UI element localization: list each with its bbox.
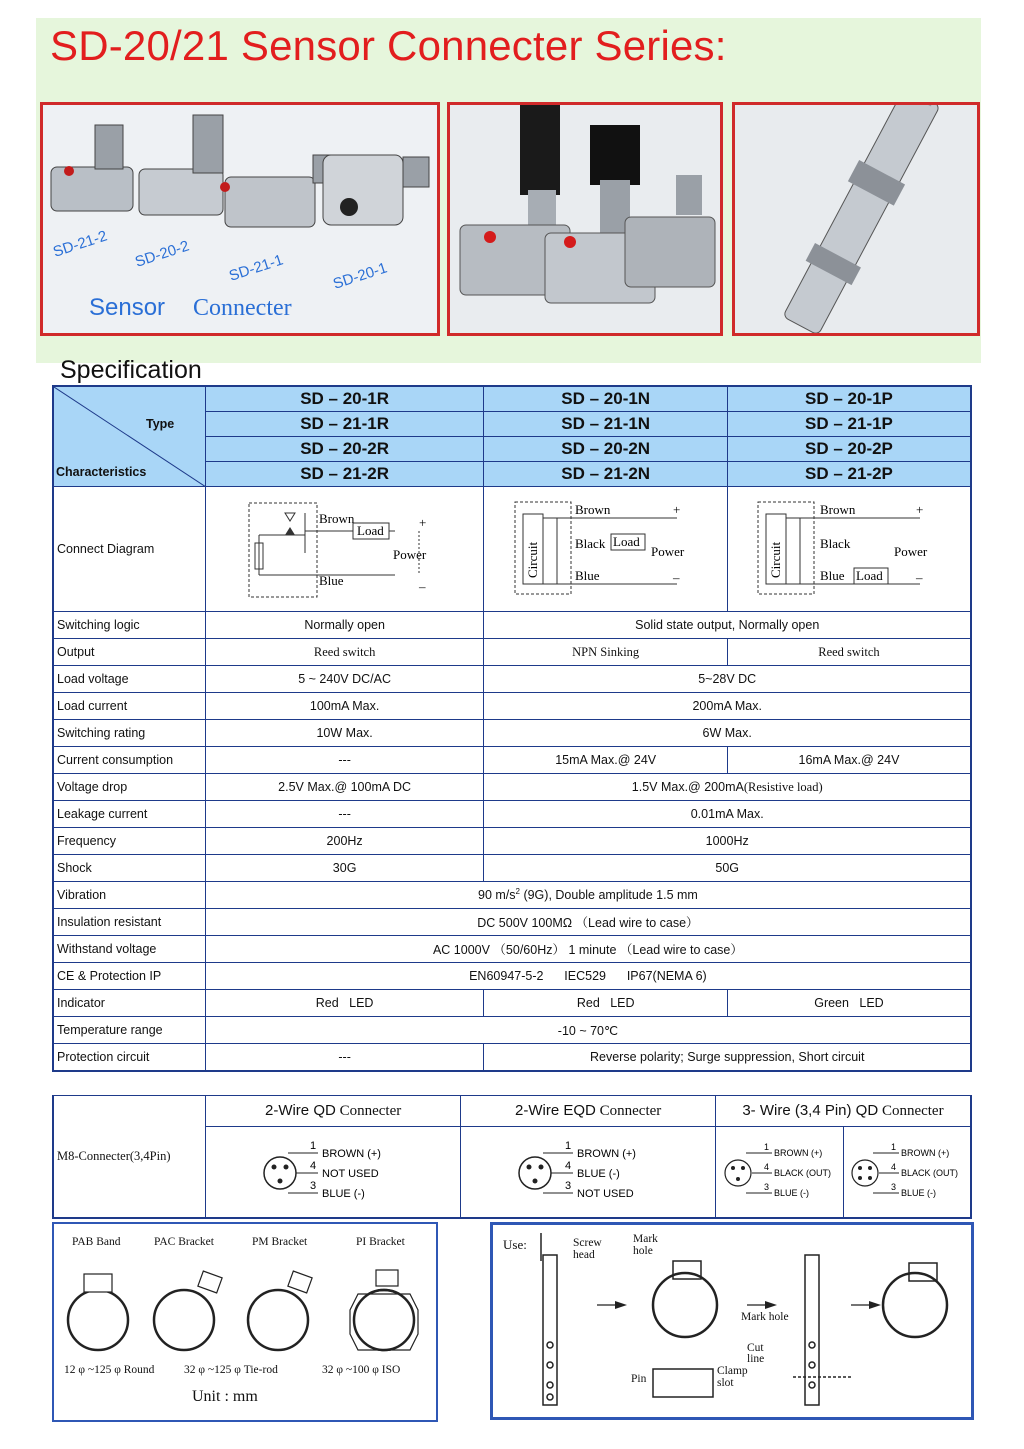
- photo-label-sd-21-2: SD-21-2: [50, 227, 110, 261]
- row-label: M8-Connecter(3,4Pin): [53, 1096, 205, 1219]
- row-label: Frequency: [53, 828, 205, 855]
- spec-value: EN60947-5-2 IEC529 IP67(NEMA 6): [205, 963, 971, 990]
- spec-row-withstand: [53, 936, 971, 963]
- pin-label: BLUE (-): [577, 1167, 620, 1180]
- connect-diagram-row: [53, 487, 971, 612]
- diagram-minus: –: [672, 569, 680, 585]
- m8-header-3wire: [715, 1096, 971, 1127]
- spec-value: -10 ~ 70℃: [205, 1017, 971, 1044]
- model-cell: SD – 20-1R: [205, 386, 484, 412]
- row-label: Indicator: [53, 990, 205, 1017]
- usage-mark-hole: Mark hole: [633, 1233, 658, 1257]
- spec-row-shock: [53, 855, 971, 882]
- m8-pinout-eqd: [461, 1127, 716, 1219]
- model-cell: SD – 20-2P: [727, 437, 971, 462]
- spec-value: 10W Max.: [205, 720, 484, 747]
- pin-label: BLUE (-): [773, 1187, 809, 1198]
- spec-value-group: [484, 774, 971, 801]
- spec-row-voltage-drop: [53, 774, 971, 801]
- specification-table: [52, 385, 972, 1072]
- spec-row-current-consumption: [53, 747, 971, 774]
- spec-row-ce: [53, 963, 971, 990]
- m8-header-qd: [205, 1096, 461, 1127]
- model-row: [53, 386, 971, 412]
- row-label: Load current: [53, 693, 205, 720]
- corner-characteristics-label: Characteristics: [56, 465, 147, 479]
- spec-row-protection: [53, 1044, 971, 1072]
- pin-number: 1: [310, 1139, 317, 1152]
- diagram-plus: +: [915, 501, 924, 517]
- diagram-brown: Brown: [318, 510, 355, 526]
- row-label: Insulation resistant: [53, 909, 205, 936]
- row-label: Switching rating: [53, 720, 205, 747]
- bracket-name: PAB Band: [72, 1236, 121, 1248]
- pnp-diagram: [756, 498, 942, 598]
- spec-value-note: (Resistive load): [743, 779, 823, 794]
- m8-pinout-4pin: [844, 1127, 971, 1219]
- pin-number: 4: [565, 1159, 572, 1172]
- spec-value: Reed switch: [727, 639, 971, 666]
- spec-value: 30G: [205, 855, 484, 882]
- spec-value: 5~28V DC: [484, 666, 971, 693]
- m8-header-row: [53, 1096, 971, 1127]
- diagram-plus: +: [672, 501, 681, 517]
- model-cell: SD – 21-1R: [205, 412, 484, 437]
- spec-value: 15mA Max.@ 24V: [484, 747, 728, 774]
- pin-label: BROWN (+): [901, 1147, 950, 1158]
- connector-photo-illustration: [450, 105, 720, 333]
- model-cell: SD – 20-1P: [727, 386, 971, 412]
- usage-cut-line: Cut line: [747, 1342, 765, 1365]
- cylinder-photo-illustration: [735, 105, 977, 333]
- spec-row-insulation: [53, 909, 971, 936]
- pin-number: 3: [310, 1179, 317, 1192]
- usage-drawings: [493, 1225, 971, 1417]
- diagram-plus: +: [418, 514, 426, 530]
- row-label: Leakage current: [53, 801, 205, 828]
- model-cell: SD – 20-2R: [205, 437, 484, 462]
- sensor-photo-illustration: [43, 105, 437, 333]
- model-cell: SD – 21-2N: [484, 462, 728, 487]
- pin-number: 4: [763, 1161, 769, 1172]
- type-characteristics-corner: [53, 386, 205, 487]
- row-label: Current consumption: [53, 747, 205, 774]
- diagram-black: Black: [574, 535, 605, 551]
- spec-row-load-current: [53, 693, 971, 720]
- specification-heading: Specification: [60, 356, 202, 384]
- row-label: Voltage drop: [53, 774, 205, 801]
- spec-row-indicator: [53, 990, 971, 1017]
- spec-row-frequency: [53, 828, 971, 855]
- diagram-power: Power: [392, 546, 426, 562]
- pin-number: 4: [310, 1159, 317, 1172]
- bracket-name: PAC Bracket: [154, 1236, 214, 1248]
- pin-label: NOT USED: [577, 1187, 634, 1200]
- spec-value: Solid state output, Normally open: [484, 612, 971, 639]
- spec-row-temperature: [53, 1017, 971, 1044]
- row-label: Switching logic: [53, 612, 205, 639]
- spec-value: 5 ~ 240V DC/AC: [205, 666, 484, 693]
- spec-value: Green LED: [727, 990, 971, 1017]
- photo-label-sd-20-1: SD-20-1: [330, 259, 390, 293]
- spec-value: 200mA Max.: [484, 693, 971, 720]
- mounting-brackets-panel: [52, 1222, 438, 1422]
- pin-number: 3: [565, 1179, 572, 1192]
- pin-number: 1: [891, 1141, 897, 1152]
- spec-row-leakage-current: [53, 801, 971, 828]
- pin-label: BLACK (OUT): [901, 1167, 959, 1178]
- photo-label-sd-21-1: SD-21-1: [226, 251, 286, 285]
- diagram-power: Power: [650, 543, 684, 559]
- spec-row-output: [53, 639, 971, 666]
- corner-type-label: Type: [146, 417, 175, 431]
- m8-header-part: Connecter: [878, 1103, 944, 1119]
- pnp-diagram-cell: [727, 487, 971, 612]
- spec-value: ---: [205, 747, 484, 774]
- usage-screw-head: Screw head: [573, 1237, 602, 1261]
- row-label: Load voltage: [53, 666, 205, 693]
- spec-value: ---: [205, 801, 484, 828]
- spec-value: 0.01mA Max.: [484, 801, 971, 828]
- diagram-minus: –: [915, 569, 923, 585]
- pin-number: 1: [763, 1141, 769, 1152]
- m8-header-part: 2-Wire EQD: [515, 1102, 596, 1119]
- row-label: Connect Diagram: [53, 487, 205, 612]
- m8-header-eqd: [461, 1096, 716, 1127]
- m8-header-part: 3- Wire (3,4 Pin) QD: [742, 1102, 879, 1119]
- spec-value: (9G), Double amplitude 1.5 mm: [519, 888, 698, 903]
- diagram-load: Load: [612, 533, 640, 549]
- spec-value: 16mA Max.@ 24V: [727, 747, 971, 774]
- spec-value: Red LED: [205, 990, 484, 1017]
- spec-row-vibration: [53, 882, 971, 909]
- diagram-brown: Brown: [819, 501, 856, 517]
- reed-switch-diagram-cell: [205, 487, 484, 612]
- spec-row-load-voltage: [53, 666, 971, 693]
- photo-label-sd-20-2: SD-20-2: [132, 237, 192, 271]
- connector-pinout-icon: [720, 1135, 840, 1207]
- bracket-range: 32 φ ~125 φ Tie-rod: [184, 1364, 278, 1376]
- connector-pinout-icon: [258, 1135, 408, 1207]
- spec-value: 50G: [484, 855, 971, 882]
- product-photo-mounted-connectors: [447, 102, 723, 336]
- bracket-name: PM Bracket: [252, 1236, 308, 1248]
- spec-value: 2.5V Max.@ 100mA DC: [205, 774, 484, 801]
- spec-value-group: [205, 882, 971, 909]
- m8-header-part: Connecter: [335, 1103, 402, 1119]
- spec-value: DC 500V 100MΩ （Lead wire to case）: [205, 909, 971, 936]
- row-label: Temperature range: [53, 1017, 205, 1044]
- connector-pinout-icon: [513, 1135, 663, 1207]
- diagram-blue: Blue: [819, 567, 845, 583]
- diagram-black: Black: [819, 535, 851, 551]
- reed-switch-diagram: [245, 493, 445, 603]
- npn-diagram-cell: [484, 487, 728, 612]
- diagram-minus: –: [418, 578, 426, 594]
- diagram-brown: Brown: [574, 501, 611, 517]
- row-label: Shock: [53, 855, 205, 882]
- spec-value-superscript: 2: [515, 887, 520, 897]
- model-cell: SD – 20-2N: [484, 437, 728, 462]
- m8-header-part: 2-Wire QD: [264, 1102, 336, 1119]
- usage-pin: Pin: [631, 1373, 647, 1385]
- diagram-blue: Blue: [318, 572, 344, 588]
- page-title: SD-20/21 Sensor Connecter Series:: [50, 22, 727, 69]
- pin-number: 3: [891, 1181, 897, 1192]
- diagram-load: Load: [356, 522, 384, 538]
- diagram-blue: Blue: [574, 567, 600, 583]
- connector-pinout-icon: [847, 1135, 967, 1207]
- model-cell: SD – 20-1N: [484, 386, 728, 412]
- photo-caption-sensor: Sensor: [89, 294, 166, 321]
- pin-label: BLACK (OUT): [773, 1167, 831, 1178]
- diagram-load: Load: [855, 567, 883, 583]
- spec-value: Normally open: [205, 612, 484, 639]
- spec-row-switching-logic: [53, 612, 971, 639]
- spec-value: Reverse polarity; Surge suppression, Short circuit: [484, 1044, 971, 1072]
- row-label: Protection circuit: [53, 1044, 205, 1072]
- m8-connector-table: [52, 1095, 972, 1219]
- m8-pinout-3pin: [715, 1127, 843, 1219]
- pin-number: 3: [763, 1181, 769, 1192]
- pin-number: 4: [891, 1161, 897, 1172]
- diagram-power: Power: [893, 543, 928, 559]
- usage-clamp-slot: Clamp slot: [717, 1365, 748, 1389]
- bracket-range: 12 φ ~125 φ Round: [64, 1364, 155, 1376]
- pin-label: NOT USED: [322, 1167, 379, 1180]
- pin-number: 1: [565, 1139, 572, 1152]
- diagram-circuit: Circuit: [524, 541, 540, 578]
- spec-value: 100mA Max.: [205, 693, 484, 720]
- spec-value: 90 m/s: [478, 888, 516, 903]
- model-cell: SD – 21-1P: [727, 412, 971, 437]
- model-cell: SD – 21-2P: [727, 462, 971, 487]
- spec-value: 6W Max.: [484, 720, 971, 747]
- spec-value: 200Hz: [205, 828, 484, 855]
- usage-title: Use:: [503, 1237, 527, 1252]
- row-label: Withstand voltage: [53, 936, 205, 963]
- product-photo-cylinder: [732, 102, 980, 336]
- pin-label: BLUE (-): [322, 1187, 365, 1200]
- spec-value: 1000Hz: [484, 828, 971, 855]
- model-cell: SD – 21-1N: [484, 412, 728, 437]
- bracket-drawings: [54, 1254, 436, 1374]
- m8-header-part: Connecter: [595, 1103, 662, 1119]
- row-label: Vibration: [53, 882, 205, 909]
- model-cell: SD – 21-2R: [205, 462, 484, 487]
- diagram-circuit: Circuit: [767, 541, 783, 578]
- m8-pinout-qd: [205, 1127, 461, 1219]
- spec-value: Red LED: [484, 990, 728, 1017]
- row-label: CE & Protection IP: [53, 963, 205, 990]
- bracket-range: 32 φ ~100 φ ISO: [322, 1364, 401, 1376]
- spec-row-switching-rating: [53, 720, 971, 747]
- npn-diagram: [513, 498, 699, 598]
- pin-label: BROWN (+): [322, 1147, 382, 1160]
- spec-value: AC 1000V （50/60Hz） 1 minute （Lead wire to case）: [205, 936, 971, 963]
- spec-value: NPN Sinking: [484, 639, 728, 666]
- row-label: Output: [53, 639, 205, 666]
- pin-label: BLUE (-): [901, 1187, 937, 1198]
- photo-caption-connecter: Connecter: [193, 295, 292, 321]
- spec-value: Reed switch: [205, 639, 484, 666]
- pin-label: BROWN (+): [577, 1147, 637, 1160]
- usage-mark-hole-2: Mark hole: [741, 1311, 789, 1323]
- spec-value: 1.5V Max.@ 200mA: [631, 779, 744, 794]
- spec-value: ---: [205, 1044, 484, 1072]
- unit-label: Unit : mm: [192, 1388, 258, 1405]
- usage-instructions-panel: [490, 1222, 974, 1420]
- pin-label: BROWN (+): [773, 1147, 822, 1158]
- bracket-name: PI Bracket: [356, 1236, 405, 1248]
- product-photo-connectors: [40, 102, 440, 336]
